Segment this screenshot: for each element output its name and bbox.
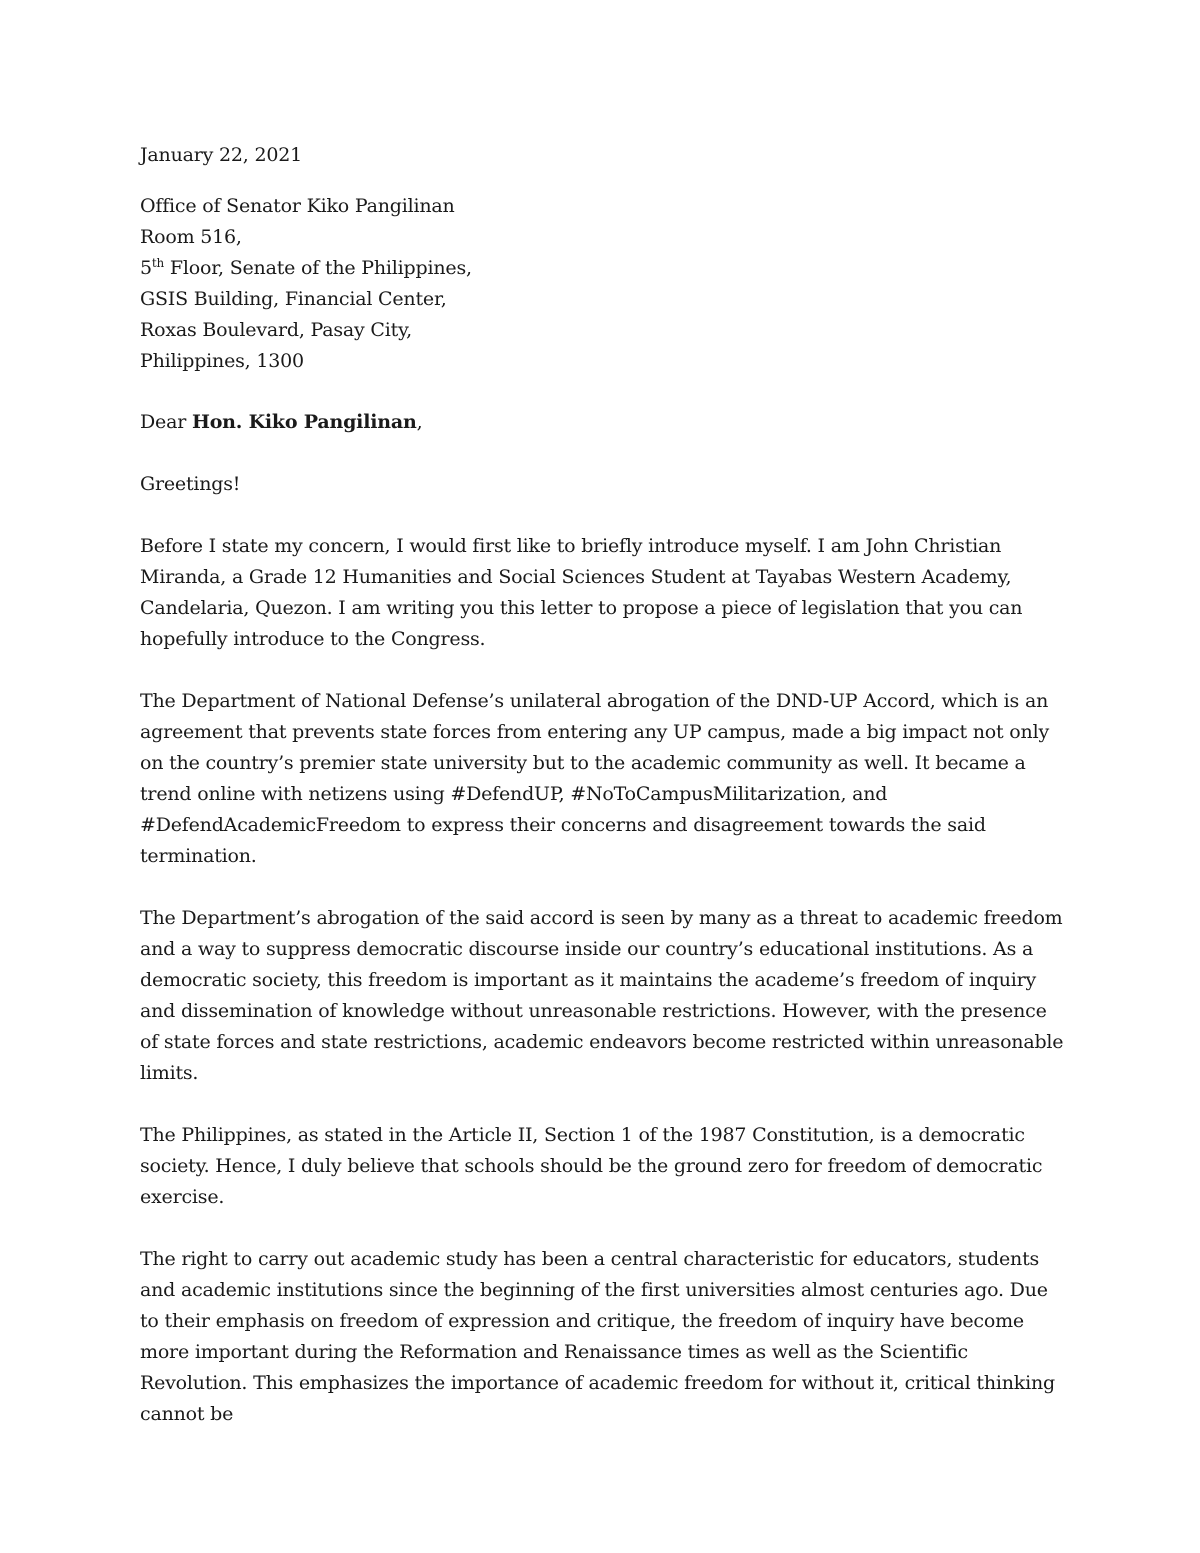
paragraph-dnd-accord: The Department of National Defense’s unilateral abrogation of the DND-UP Accord, which is an agreement that prevents state forces from entering any UP campus, made a big impact not only on the country’s premier state university but to the academic community as well. It became a trend online with netizens using #DefendUP, #NoToCampusMilitarization, and #DefendAcademicFreedom to express their concerns and disagreement towards the said termination. [140,690,1049,867]
salutation-prefix: Dear [140,411,192,433]
address-line-building: GSIS Building, Financial Center, [140,288,447,310]
paragraph-academic-freedom: The Department’s abrogation of the said accord is seen by many as a threat to academic freedom and a way to suppress democratic discourse inside our country’s educational institutions. As a democratic society, this freedom is important as it maintains the academe’s freedom of inquiry and dissemination of knowledge without unreasonable restrictions. However, with the presence of state forces and state restrictions, academic endeavors become restricted within unreasonable limits. [140,907,1064,1084]
floor-rest: Floor, Senate of the Philippines, [164,257,472,279]
address-line-office: Office of Senator Kiko Pangilinan [140,195,455,217]
address-line-floor [140,253,1065,284]
salutation [140,407,1065,438]
floor-ordinal-suffix: th [151,256,165,270]
letter-date: January 22, 2021 [140,144,303,166]
recipient-address [140,191,1065,377]
letter-body [140,140,1065,1461]
greeting: Greetings! [140,473,241,495]
address-line-country: Philippines, 1300 [140,350,304,372]
paragraph-introduction: Before I state my concern, I would first like to briefly introduce myself. I am John Christian Miranda, a Grade 12 Humanities and Social Sciences Student at Tayabas Western Academy, Candelaria, Quezon. I am writing you this letter to propose a piece of legislation that you can hopefully introduce to the Congress. [140,535,1023,650]
floor-number: 5 [140,257,152,279]
paragraph-constitution: The Philippines, as stated in the Article II, Section 1 of the 1987 Constitution, is a democratic society. Hence, I duly believe that schools should be the ground zero for freedom of democratic exercise. [140,1124,1043,1208]
salutation-suffix: , [416,411,423,433]
paragraph-history: The right to carry out academic study has been a central characteristic for educators, students and academic institutions since the beginning of the first universities almost centuries ago. Due to their emphasis on freedom of expression and critique, the freedom of inquiry have become more important during the Reformation and Renaissance times as well as the Scientific Revolution. This emphasizes the importance of academic freedom for without it, critical thinking cannot be [140,1248,1055,1425]
address-line-room: Room 516, [140,226,242,248]
address-line-street: Roxas Boulevard, Pasay City, [140,319,412,341]
recipient-name: Hon. Kiko Pangilinan [191,411,417,433]
